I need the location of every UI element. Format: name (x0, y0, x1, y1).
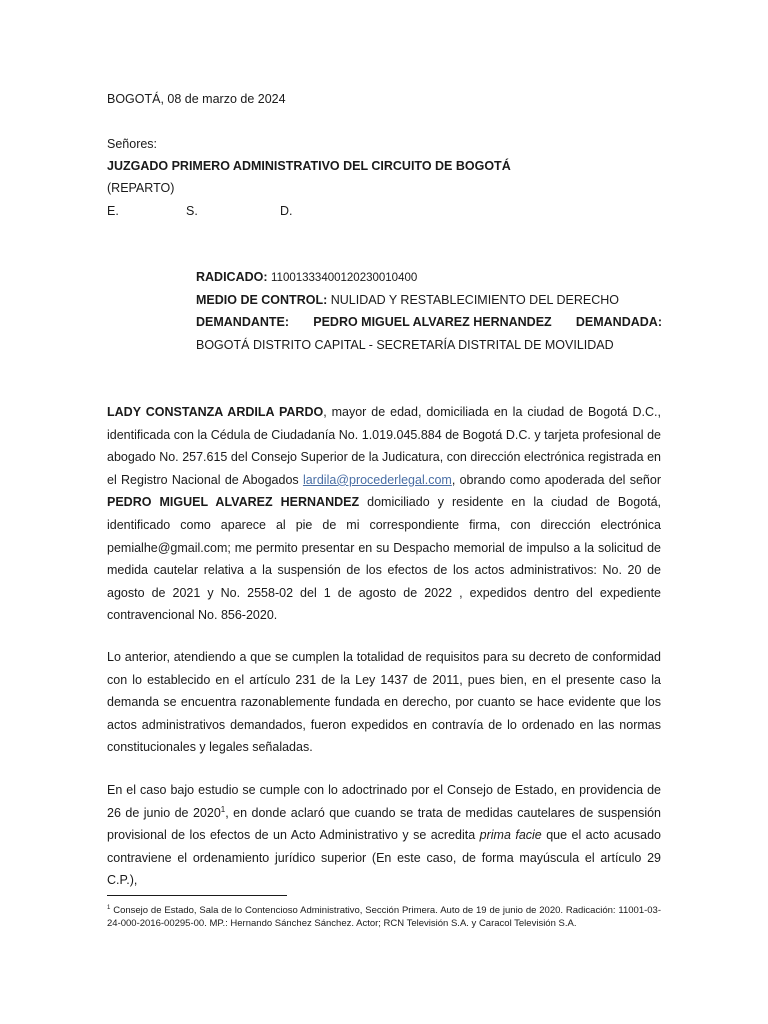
footnote (107, 904, 661, 930)
medio-value: NULIDAD Y RESTABLECIMIENTO DEL DERECHO (330, 293, 619, 307)
p1-text-b: , obrando como apoderada del señor (451, 472, 661, 487)
attorney-email-link[interactable]: lardila@procederlegal.com (302, 472, 452, 487)
demandante-line (196, 314, 662, 330)
radicado-line (196, 269, 417, 286)
demandante-label: DEMANDANTE: (196, 315, 290, 329)
medio-label: MEDIO DE CONTROL: (196, 293, 328, 307)
date-line: BOGOTÁ, 08 de marzo de 2024 (107, 92, 286, 106)
footnote-ref: 1 (220, 804, 226, 814)
footnote-marker: 1 (107, 904, 111, 911)
client-name: PEDRO MIGUEL ALVAREZ HERNANDEZ (107, 495, 360, 510)
p1-text-a: , mayor de edad, domiciliada en la ciudad de Bogotá D.C., identificada con la Cédula de Ciudadanía No. 1.019.045.884 de Bogotá D.C. y tarjeta profesional de abogado No. 257.615 del Consejo Superior de la Judicatura, con dirección electrónica registrada en el Registro Nacional de Abogados (107, 405, 661, 487)
esd-s: S. (186, 204, 198, 218)
p3-text-b: , en donde aclaró que cuando se trata de medidas cautelares de suspensión provisional de los efectos de un Acto Administrativo y se acredita (107, 805, 661, 843)
footnote-text: Consejo de Estado, Sala de lo Contencioso Administrativo, Sección Primera. Auto de 19 de junio de 2020. Radicación: 11001-03-24-000-2016-00295-00. MP.: Hernando Sánchez Sánchez. Actor; RCN Televisión S.A. y Caracol Televisión S.A. (107, 905, 661, 929)
demandada-label: DEMANDADA: (575, 315, 662, 329)
paragraph-1 (107, 401, 661, 627)
demandante-value: PEDRO MIGUEL ALVAREZ HERNANDEZ (313, 315, 552, 329)
radicado-label: RADICADO: (196, 270, 268, 284)
salutation: Señores: (107, 137, 158, 151)
reparto-label: (REPARTO) (107, 181, 175, 195)
p1-text-c: domiciliado y residente en la ciudad de Bogotá, identificado como aparece al pie de mi correspondiente firma, con dirección electrónica pemialhe@gmail.com; me permito presentar en su Despacho memorial de impulso a la solicitud de medida cautelar relativa a la suspensión de los efectos de los actos administrativos: No. 20 de agosto de 2021 y No. 2558-02 del 1 de agosto de 2022 , expedidos dentro del expediente contravencional No. 856-2020. (107, 495, 662, 623)
medio-line (196, 292, 619, 308)
p3-italic: prima facie (479, 828, 542, 843)
court-name: JUZGADO PRIMERO ADMINISTRATIVO DEL CIRCUITO DE BOGOTÁ (107, 159, 511, 173)
esd-e: E. (107, 204, 119, 218)
paragraph-2: Lo anterior, atendiendo a que se cumplen la totalidad de requisitos para su decreto de conformidad con lo establecido en el artículo 231 de la Ley 1437 de 2011, pues bien, en el presente caso la demanda se encuentra razonablemente fundada en derecho, por cuanto se hace evidente que los actos administrativos demandados, fueron expedidos en contravía de lo ordenado en las normas constitucionales y legales señaladas. (107, 650, 661, 755)
esd-d: D. (280, 204, 293, 218)
paragraph-3 (107, 779, 661, 892)
demandada-value: BOGOTÁ DISTRITO CAPITAL - SECRETARÍA DISTRITAL DE MOVILIDAD (196, 338, 614, 352)
attorney-name: LADY CONSTANZA ARDILA PARDO (107, 405, 324, 419)
radicado-value: 11001333400120230010400 (271, 272, 418, 284)
footnote-divider (107, 895, 287, 896)
p3-text-c: que el acto acusado contraviene el ordenamiento jurídico superior (En este caso, de forma mayúscula el artículo 29 C.P.), (107, 828, 661, 888)
p3-text-a: En el caso bajo estudio se cumple con lo adoctrinado por el Consejo de Estado, en providencia de 26 de junio de 2020 (107, 783, 661, 820)
